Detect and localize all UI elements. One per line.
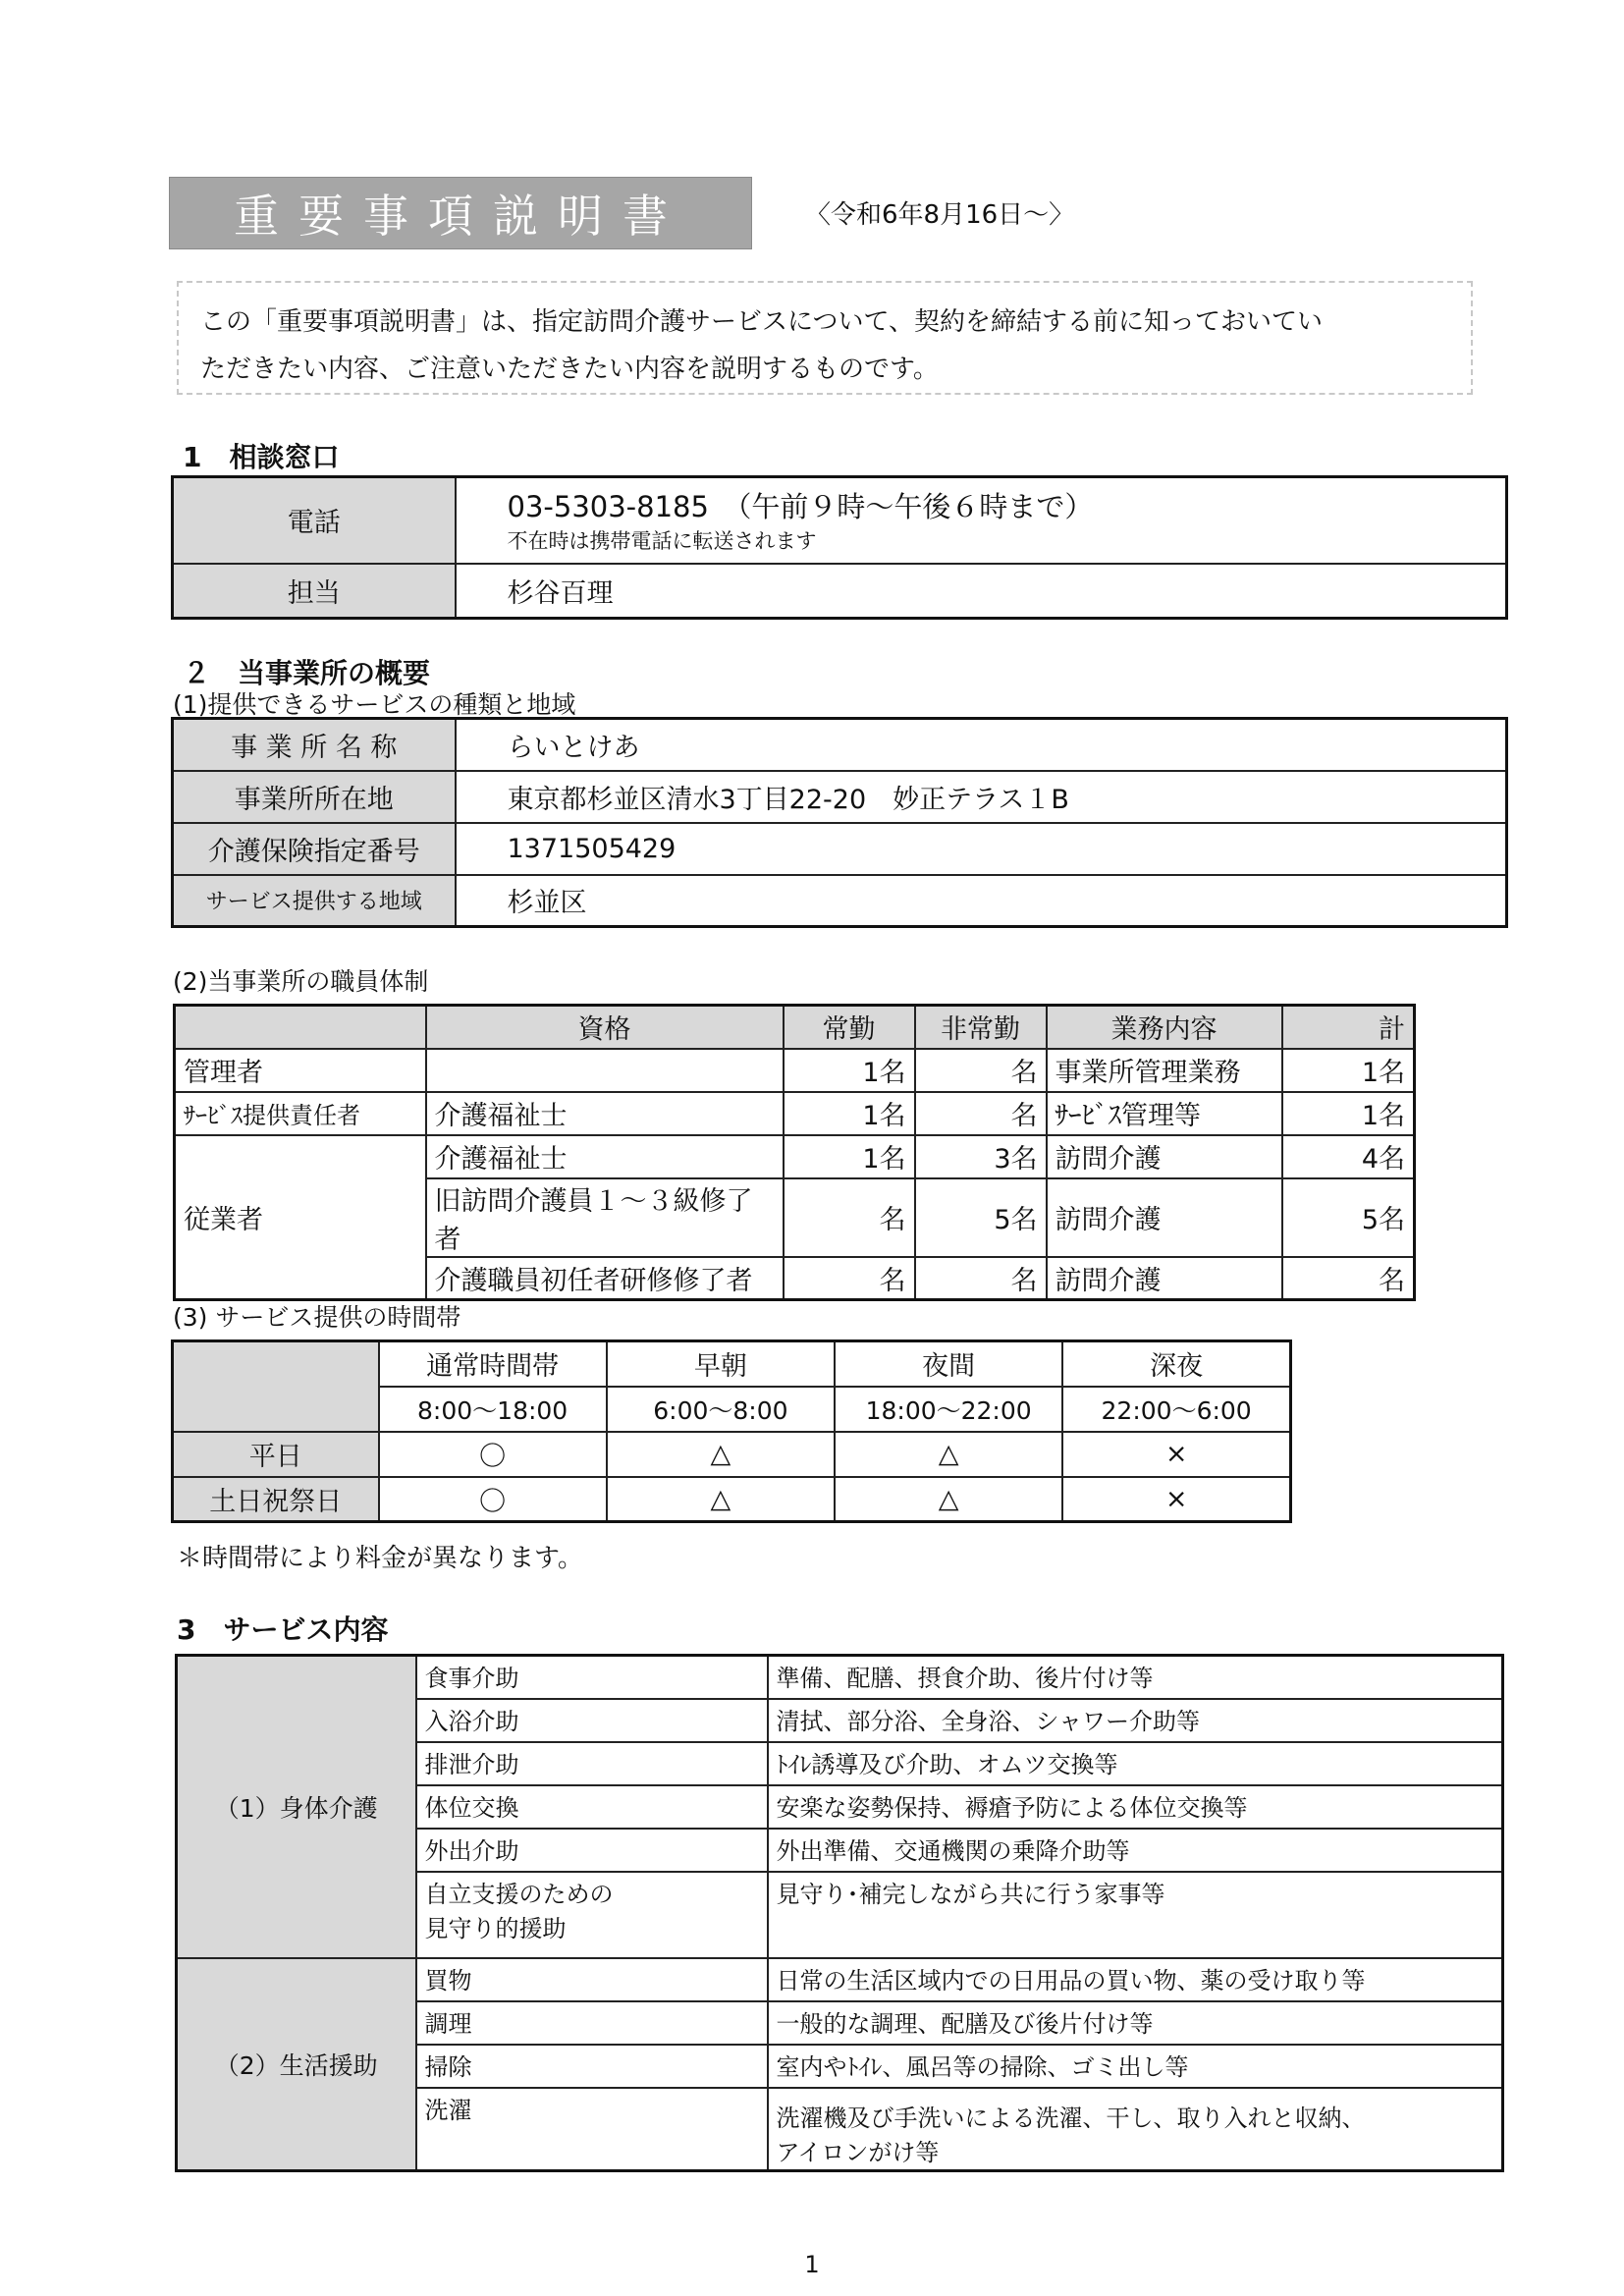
staff-part: 名 xyxy=(915,1257,1047,1300)
service-desc: 準備、配膳、摂食介助、後片付け等 xyxy=(768,1656,1503,1699)
staff-full: 1名 xyxy=(784,1135,915,1178)
office-name-value: らいとけあ xyxy=(456,719,1507,771)
staff-duty: 訪問介護 xyxy=(1047,1135,1282,1178)
service-item: 掃除 xyxy=(416,2045,768,2088)
staff-total: 名 xyxy=(1282,1257,1415,1300)
contact-table xyxy=(171,475,1508,620)
phone-cell xyxy=(456,477,1507,564)
service-item: 買物 xyxy=(416,1958,768,2001)
staff-qual: 旧訪問介護員１～３級修了者 xyxy=(426,1178,784,1257)
phone-label: 電話 xyxy=(173,477,456,564)
staff-full: 1名 xyxy=(784,1049,915,1092)
time-cell: △ xyxy=(835,1477,1062,1522)
staff-duty: 事業所管理業務 xyxy=(1047,1049,1282,1092)
office-number-label: 介護保険指定番号 xyxy=(173,823,456,875)
staff-value: 杉谷百理 xyxy=(456,564,1507,619)
table-row xyxy=(173,1432,1291,1477)
staff-part: 5名 xyxy=(915,1178,1047,1257)
staff-role: 従業者 xyxy=(175,1135,426,1300)
staff-total: 5名 xyxy=(1282,1178,1415,1257)
service-item: 外出介助 xyxy=(416,1829,768,1872)
staff-full: 名 xyxy=(784,1178,915,1257)
staff-header-part: 非常勤 xyxy=(915,1006,1047,1049)
staff-header-total: 計 xyxy=(1282,1006,1415,1049)
staff-role: ｻｰﾋﾞｽ提供責任者 xyxy=(175,1092,426,1135)
service-item: 自立支援のための xyxy=(424,1880,614,1908)
staff-duty: 訪問介護 xyxy=(1047,1178,1282,1257)
staff-full: 1名 xyxy=(784,1092,915,1135)
time-row-label: 土日祝祭日 xyxy=(173,1477,379,1522)
service-desc: 安楽な姿勢保持、褥瘡予防による体位交換等 xyxy=(768,1785,1503,1829)
staff-part: 名 xyxy=(915,1049,1047,1092)
intro-box xyxy=(177,281,1473,395)
staff-qual xyxy=(426,1049,784,1092)
staff-header-blank xyxy=(175,1006,426,1049)
staff-part: 3名 xyxy=(915,1135,1047,1178)
table-row xyxy=(175,1049,1415,1092)
time-range-early: 6:00～8:00 xyxy=(607,1387,835,1432)
staff-total: 1名 xyxy=(1282,1049,1415,1092)
time-cell: △ xyxy=(607,1477,835,1522)
staff-header-qual: 資格 xyxy=(426,1006,784,1049)
staff-header-full: 常勤 xyxy=(784,1006,915,1049)
time-cell: × xyxy=(1062,1432,1290,1477)
staff-role: 管理者 xyxy=(175,1049,426,1092)
office-address-label: 事業所所在地 xyxy=(173,771,456,823)
section-3-heading: 3 サービス内容 xyxy=(177,1613,389,1646)
service-table xyxy=(175,1654,1504,2172)
intro-line-1: この「重要事項説明書」は、指定訪問介護サービスについて、契約を締結する前に知っておいてい xyxy=(200,307,1323,337)
service-category-body: （1）身体介護 xyxy=(177,1656,416,1958)
time-header-night: 深夜 xyxy=(1062,1341,1290,1387)
service-desc: ﾄｲﾚ誘導及び介助、オムツ交換等 xyxy=(768,1742,1503,1785)
section-1-heading: 1 相談窓口 xyxy=(183,441,340,473)
service-desc: 見守り･補完しながら共に行う家事等 xyxy=(768,1872,1503,1958)
time-cell: 〇 xyxy=(379,1432,607,1477)
time-range-night: 22:00～6:00 xyxy=(1062,1387,1290,1432)
staff-total: 4名 xyxy=(1282,1135,1415,1178)
service-desc-line-2: アイロンがけ等 xyxy=(776,2138,940,2166)
staff-part: 名 xyxy=(915,1092,1047,1135)
time-range-evening: 18:00～22:00 xyxy=(835,1387,1062,1432)
service-desc-cell xyxy=(768,2088,1503,2171)
service-category-life: （2）生活援助 xyxy=(177,1958,416,2171)
time-range-normal: 8:00～18:00 xyxy=(379,1387,607,1432)
service-desc: 一般的な調理、配膳及び後片付け等 xyxy=(768,2001,1503,2045)
time-cell: × xyxy=(1062,1477,1290,1522)
document-title: 重要事項説明書 xyxy=(234,190,687,243)
table-row xyxy=(173,1477,1291,1522)
office-address-value: 東京都杉並区清水3丁目22-20 妙正テラス１B xyxy=(456,771,1507,823)
service-desc: 外出準備、交通機関の乗降介助等 xyxy=(768,1829,1503,1872)
office-area-value: 杉並区 xyxy=(456,875,1507,927)
section-2-sub-1: (1)提供できるサービスの種類と地域 xyxy=(173,690,576,719)
office-name-label: 事 業 所 名 称 xyxy=(173,719,456,771)
service-item: 排泄介助 xyxy=(416,1742,768,1785)
staff-header-duty: 業務内容 xyxy=(1047,1006,1282,1049)
intro-line-2: ただきたい内容、ご注意いただきたい内容を説明するものです。 xyxy=(200,355,939,384)
document-title-bar xyxy=(169,177,752,249)
staff-qual: 介護福祉士 xyxy=(426,1092,784,1135)
page-number: 1 xyxy=(804,2251,820,2278)
service-desc: 清拭、部分浴、全身浴、シャワー介助等 xyxy=(768,1699,1503,1742)
time-header-early: 早朝 xyxy=(607,1341,835,1387)
staff-total: 1名 xyxy=(1282,1092,1415,1135)
time-cell: △ xyxy=(607,1432,835,1477)
time-note: ＊時間帯により料金が異なります。 xyxy=(177,1544,583,1573)
staff-qual: 介護職員初任者研修修了者 xyxy=(426,1257,784,1300)
service-item: 体位交換 xyxy=(416,1785,768,1829)
office-table xyxy=(171,717,1508,928)
time-row-label: 平日 xyxy=(173,1432,379,1477)
staff-label: 担当 xyxy=(173,564,456,619)
time-header-evening: 夜間 xyxy=(835,1341,1062,1387)
effective-date: 〈令和6年8月16日～〉 xyxy=(805,200,1075,230)
office-number-value: 1371505429 xyxy=(456,823,1507,875)
phone-note: 不在時は携帯電話に転送されます xyxy=(507,529,817,554)
service-desc: 室内やﾄｲﾚ、風呂等の掃除、ゴミ出し等 xyxy=(768,2045,1503,2088)
staff-duty: ｻｰﾋﾞｽ管理等 xyxy=(1047,1092,1282,1135)
service-item-cell xyxy=(416,1872,768,1958)
section-2-heading: ２ 当事業所の概要 xyxy=(183,657,431,689)
staff-table xyxy=(173,1004,1416,1301)
service-item: 調理 xyxy=(416,2001,768,2045)
time-header-normal: 通常時間帯 xyxy=(379,1341,607,1387)
phone-value: 03-5303-8185 （午前９時～午後６時まで） xyxy=(507,490,1094,524)
staff-duty: 訪問介護 xyxy=(1047,1257,1282,1300)
service-item: 入浴介助 xyxy=(416,1699,768,1742)
time-cell: 〇 xyxy=(379,1477,607,1522)
time-table xyxy=(171,1339,1292,1523)
staff-qual: 介護福祉士 xyxy=(426,1135,784,1178)
service-item: 洗濯 xyxy=(416,2088,768,2171)
section-2-sub-3: (3) サービス提供の時間帯 xyxy=(173,1303,461,1332)
time-header-blank xyxy=(173,1341,379,1432)
office-area-label: サービス提供する地域 xyxy=(173,875,456,927)
section-2-sub-2: (2)当事業所の職員体制 xyxy=(173,967,429,996)
table-row xyxy=(175,1092,1415,1135)
service-desc: 日常の生活区域内での日用品の買い物、薬の受け取り等 xyxy=(768,1958,1503,2001)
table-row xyxy=(175,1135,1415,1178)
staff-full: 名 xyxy=(784,1257,915,1300)
service-item: 食事介助 xyxy=(416,1656,768,1699)
time-cell: △ xyxy=(835,1432,1062,1477)
service-desc: 洗濯機及び手洗いによる洗濯、干し、取り入れと収納、 xyxy=(776,2104,1366,2132)
table-row xyxy=(177,1958,1503,2001)
service-item-line-2: 見守り的援助 xyxy=(424,1914,567,1942)
table-row xyxy=(177,1656,1503,1699)
